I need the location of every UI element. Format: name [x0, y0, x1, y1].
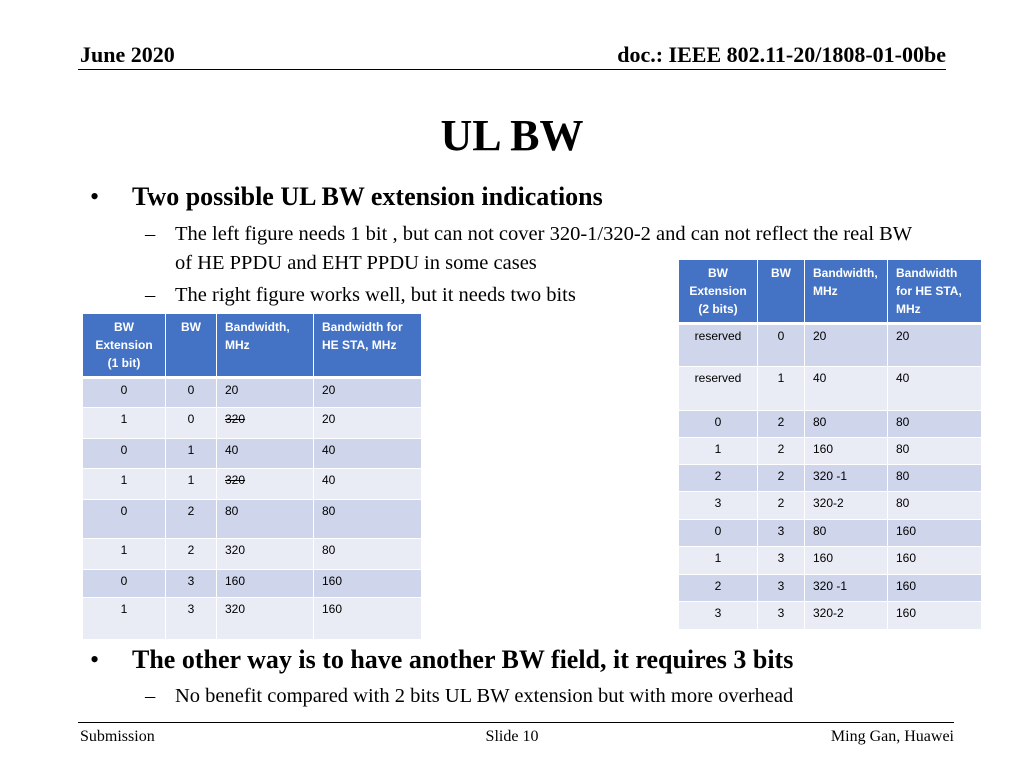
- left-table-row: [83, 439, 422, 469]
- left-table-cell: 80: [217, 500, 314, 539]
- right-table-cell: 160: [888, 575, 982, 602]
- left-table-row: [83, 378, 422, 408]
- right-table-cell: 2: [758, 411, 805, 438]
- bullet-2-text: The other way is to have another BW field, it requires 3 bits: [132, 645, 794, 674]
- left-table-row: [83, 500, 422, 539]
- left-table-row: [83, 598, 422, 640]
- right-table-cell: 40: [888, 367, 982, 411]
- left-table-cell: 2: [166, 539, 217, 570]
- right-table-row: [679, 438, 982, 465]
- right-table-cell: reserved: [679, 367, 758, 411]
- right-table-cell: 3: [758, 602, 805, 630]
- left-table-cell: 20: [314, 408, 422, 439]
- sub-bullet-dash: –: [145, 284, 156, 306]
- left-table-cell: 0: [83, 439, 166, 469]
- left-table-cell: 3: [166, 570, 217, 598]
- right-table-cell: 160: [888, 547, 982, 575]
- right-table-cell: 0: [679, 520, 758, 547]
- left-table-cell: 320: [217, 539, 314, 570]
- right-table-cell: 2: [758, 465, 805, 492]
- right-table-header: Bandwidth, MHz: [805, 260, 888, 324]
- right-table-row: [679, 367, 982, 411]
- left-table-cell: 80: [314, 539, 422, 570]
- left-table-cell: 0: [83, 378, 166, 408]
- left-table-cell: 40: [217, 439, 314, 469]
- right-table-cell: 2: [758, 492, 805, 520]
- sub-bullet-2-1-text: No benefit compared with 2 bits UL BW extension but with more overhead: [175, 685, 794, 707]
- right-table-row: [679, 575, 982, 602]
- left-table-cell: 0: [166, 408, 217, 439]
- left-table-cell: 3: [166, 598, 217, 640]
- right-table-row: [679, 520, 982, 547]
- left-table-cell: 40: [314, 469, 422, 500]
- right-table-cell: 160: [888, 520, 982, 547]
- header-doc-id: doc.: IEEE 802.11-20/1808-01-00be: [617, 42, 946, 67]
- left-table-row: [83, 469, 422, 500]
- right-table-cell: 3: [758, 520, 805, 547]
- right-table-row: [679, 492, 982, 520]
- bullet-1-text: Two possible UL BW extension indications: [132, 182, 603, 211]
- left-table-cell: 160: [314, 570, 422, 598]
- right-table-cell: 320 -1: [805, 575, 888, 602]
- right-table-row: [679, 324, 982, 367]
- right-table-row: [679, 602, 982, 630]
- right-table-cell: 2: [758, 438, 805, 465]
- right-table-cell: 1: [758, 367, 805, 411]
- right-table-row: [679, 547, 982, 575]
- footer-divider: [78, 722, 954, 723]
- right-table-cell: 2: [679, 575, 758, 602]
- sub-bullet-dash: –: [145, 685, 156, 707]
- slide-title: UL BW: [440, 111, 584, 160]
- left-table-cell: 320: [217, 408, 314, 439]
- header-divider: [78, 69, 946, 70]
- right-table-cell: 160: [888, 602, 982, 630]
- footer-slide-number: Slide 10: [485, 728, 539, 745]
- left-table-cell: 1: [166, 469, 217, 500]
- right-table-header: BW: [758, 260, 805, 324]
- left-table-header: BW Extension (1 bit): [83, 314, 166, 378]
- right-table-cell: 160: [805, 438, 888, 465]
- bw-extension-1bit-table: [82, 313, 422, 640]
- sub-bullet-dash: –: [145, 223, 156, 245]
- right-table-cell: 80: [888, 492, 982, 520]
- right-table-cell: 3: [758, 547, 805, 575]
- left-table-cell: 0: [83, 570, 166, 598]
- left-table-cell: 0: [166, 378, 217, 408]
- right-table-cell: 2: [679, 465, 758, 492]
- right-table-cell: 80: [888, 465, 982, 492]
- sub-bullet-1-2-text: The right figure works well, but it needs two bits: [175, 284, 576, 306]
- right-table-cell: 80: [805, 411, 888, 438]
- right-table-cell: 0: [758, 324, 805, 367]
- right-table-row: [679, 465, 982, 492]
- left-table-cell: 1: [83, 598, 166, 640]
- sub-bullet-1-1-text: The left figure needs 1 bit , but can not cover 320-1/320-2 and can not reflect the real BW of HE PPDU and EHT PPDU in some cases: [175, 223, 912, 274]
- right-table-cell: 320-2: [805, 602, 888, 630]
- left-table-cell: 0: [83, 500, 166, 539]
- right-table-cell: 80: [888, 438, 982, 465]
- left-table-cell: 20: [217, 378, 314, 408]
- right-table-cell: 320-2: [805, 492, 888, 520]
- right-table-cell: 320 -1: [805, 465, 888, 492]
- right-table-cell: 20: [805, 324, 888, 367]
- right-table-header: Bandwidth for HE STA, MHz: [888, 260, 982, 324]
- right-table-cell: 20: [888, 324, 982, 367]
- left-table-cell: 160: [314, 598, 422, 640]
- left-table-row: [83, 570, 422, 598]
- right-table-header: BW Extension (2 bits): [679, 260, 758, 324]
- right-table-cell: 1: [679, 547, 758, 575]
- right-table-cell: 3: [758, 575, 805, 602]
- left-table-cell: 320: [217, 598, 314, 640]
- left-table-cell: 40: [314, 439, 422, 469]
- right-table-cell: reserved: [679, 324, 758, 367]
- right-table-cell: 80: [888, 411, 982, 438]
- left-table-cell: 20: [314, 378, 422, 408]
- left-table-row: [83, 539, 422, 570]
- footer-author: Ming Gan, Huawei: [830, 728, 954, 745]
- right-table-cell: 3: [679, 492, 758, 520]
- header-date: June 2020: [80, 42, 175, 67]
- left-table-cell: 1: [166, 439, 217, 469]
- right-table-cell: 0: [679, 411, 758, 438]
- left-table-header: Bandwidth, MHz: [217, 314, 314, 378]
- right-table-cell: 1: [679, 438, 758, 465]
- footer-submission: Submission: [80, 728, 155, 745]
- left-table-row: [83, 408, 422, 439]
- left-table-cell: 80: [314, 500, 422, 539]
- right-table-row: [679, 411, 982, 438]
- left-table-cell: 1: [83, 469, 166, 500]
- left-table-cell: 1: [83, 539, 166, 570]
- bullet-dot: •: [90, 645, 100, 674]
- right-table-cell: 80: [805, 520, 888, 547]
- right-table-cell: 160: [805, 547, 888, 575]
- left-table-cell: 2: [166, 500, 217, 539]
- bw-extension-2bit-table: [678, 259, 982, 630]
- left-table-cell: 160: [217, 570, 314, 598]
- left-table-header: Bandwidth for HE STA, MHz: [314, 314, 422, 378]
- left-table-header: BW: [166, 314, 217, 378]
- right-table-cell: 3: [679, 602, 758, 630]
- bullet-dot: •: [90, 182, 100, 211]
- right-table-cell: 40: [805, 367, 888, 411]
- left-table-cell: 1: [83, 408, 166, 439]
- left-table-cell: 320: [217, 469, 314, 500]
